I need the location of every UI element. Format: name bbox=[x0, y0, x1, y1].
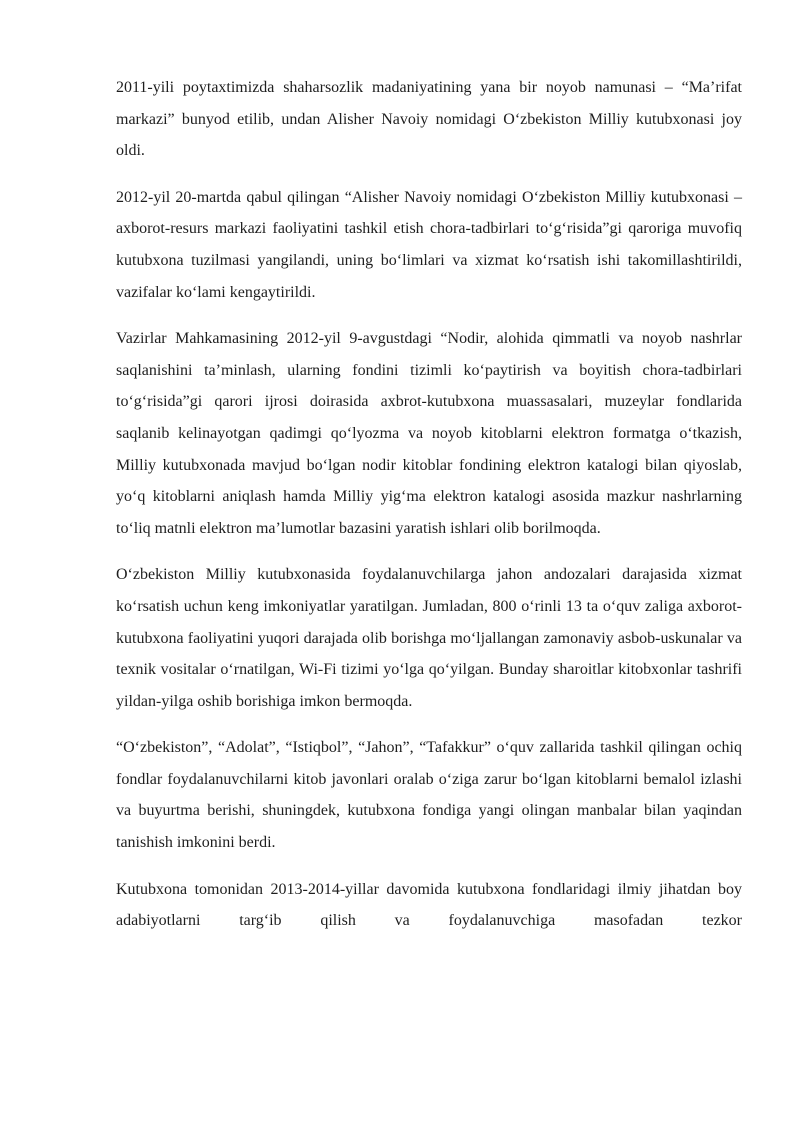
paragraph-1: 2011-yili poytaxtimizda shaharsozlik madaniyatining yana bir noyob namunasi – “Ma’rifat markazi” bunyod etilib, undan Alisher Navoiy nomidagi O‘zbekiston Milliy kutubxonasi joy oldi. bbox=[116, 79, 742, 160]
paragraph-2: 2012-yil 20-martda qabul qilingan “Alisher Navoiy nomidagi O‘zbekiston Milliy kutubxonasi – axborot-resurs markazi faoliyatini tashkil etish chora-tadbirlari to‘g‘risida”gi qaroriga muvofiq kutubxona tuzilmasi yangilandi, uning bo‘limlari va xizmat ko‘rsatish ishi takomillashtirildi, vazifalar ko‘lami kengaytirildi. bbox=[116, 188, 742, 301]
body-text bbox=[116, 72, 742, 952]
paragraph-3: Vazirlar Mahkamasining 2012-yil 9-avgustdagi “Nodir, alohida qimmatli va noyob nashrlar saqlanishini ta’minlash, ularning fondini tizimli ko‘paytirish va boyitish chora-tadbirlari to‘g‘risida”gi qarori ijrosi doirasida axbrot-kutubxona muassasalari, muzeylar fondlarida saqlanib kelinayotgan qadimgi qo‘lyozma va noyob kitoblarni elektron formatga o‘tkazish, Milliy kutubxonada mavjud bo‘lgan nodir kitoblar fondining elektron katalogi bilan qiyoslab, yo‘q kitoblarni aniqlash hamda Milliy yig‘ma elektron katalogi asosida mazkur nashrlarning to‘liq matnli elektron ma’lumotlar bazasini yaratish ishlari olib borilmoqda. bbox=[116, 330, 742, 537]
paragraph-4: O‘zbekiston Milliy kutubxonasida foydalanuvchilarga jahon andozalari darajasida xizmat ko‘rsatish uchun keng imkoniyatlar yaratilgan. Jumladan, 800 o‘rinli 13 ta o‘quv zaliga axborot-kutubxona faoliyatini yuqori darajada olib borishga mo‘ljallangan zamonaviy asbob-uskunalar va texnik vositalar o‘rnatilgan, Wi-Fi tizimi yo‘lga qo‘yilgan. Bunday sharoitlar kitobxonlar tashrifi yildan-yilga oshib borishiga imkon bermoqda. bbox=[116, 566, 742, 710]
paragraph-5: “O‘zbekiston”, “Adolat”, “Istiqbol”, “Jahon”, “Tafakkur” o‘quv zallarida tashkil qilingan ochiq fondlar foydalanuvchilarni kitob javonlari oralab o‘ziga zarur bo‘lgan kitoblarni bemalol izlashi va buyurtma berishi, shuningdek, kutubxona fondiga yangi olingan manbalar bilan yaqindan tanishish imkonini berdi. bbox=[116, 739, 742, 852]
paragraph-6: Kutubxona tomonidan 2013-2014-yillar davomida kutubxona fondlaridagi ilmiy jihatdan boy adabiyotlarni targ‘ib qilish va foydalanuvchiga masofadan tezkor bbox=[116, 880, 742, 930]
